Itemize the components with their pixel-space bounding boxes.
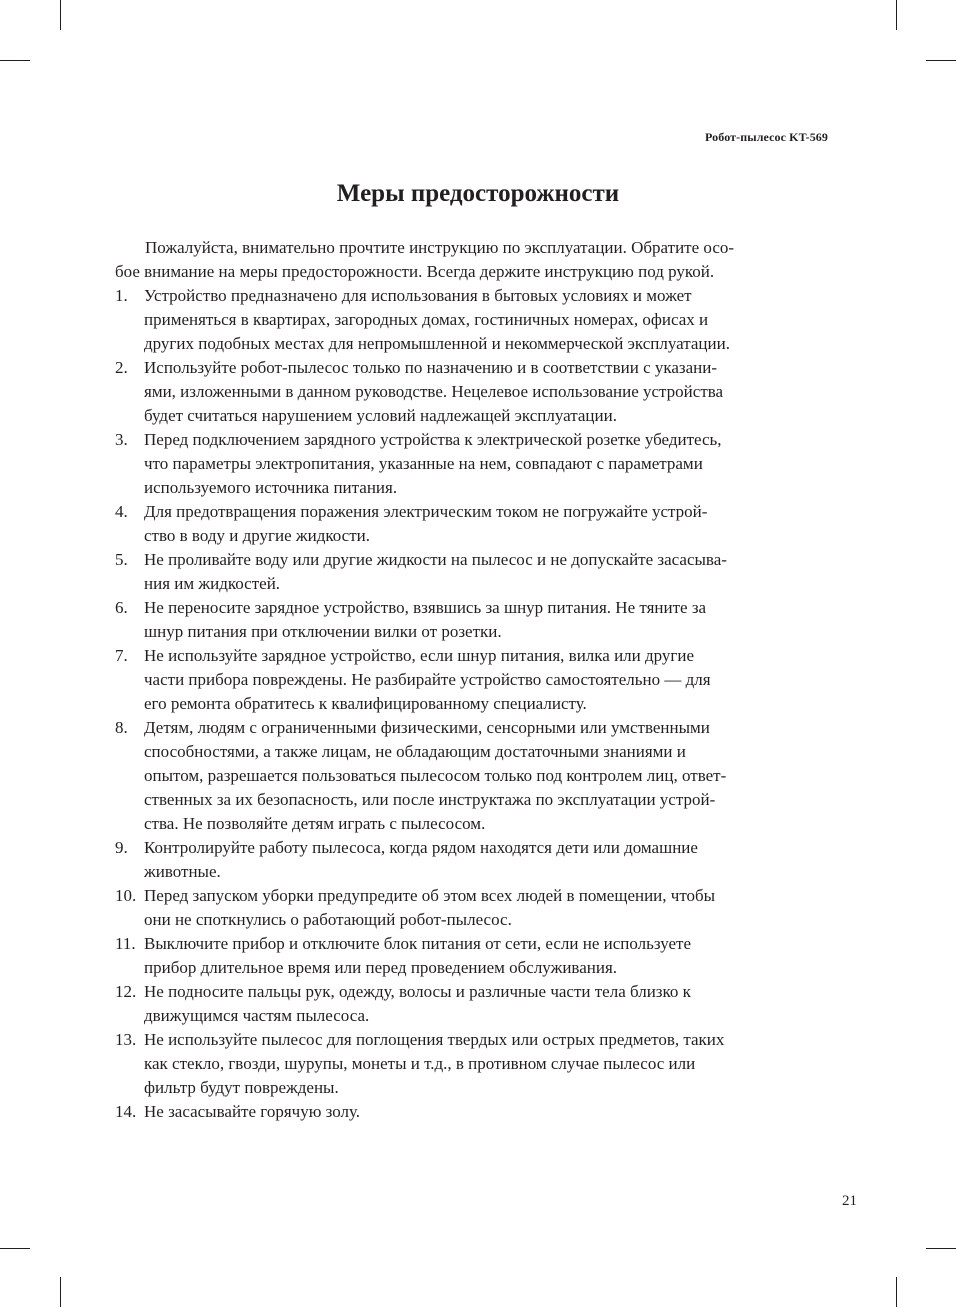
list-item-line: прибор длительное время или перед проведением обслуживания. xyxy=(144,958,618,977)
list-item-text xyxy=(144,884,833,932)
crop-mark-top-left xyxy=(60,0,61,30)
page-title: Меры предосторожности xyxy=(336,180,620,207)
list-item xyxy=(115,548,833,596)
list-item-line: Не засасывайте горячую золу. xyxy=(144,1102,361,1121)
list-item-number: 14. xyxy=(115,1102,137,1121)
list-item-line: его ремонта обратитесь к квалифицированному специалисту. xyxy=(144,694,587,713)
list-item-line: Контролируйте работу пылесоса, когда рядом находятся дети или домашние xyxy=(144,838,698,857)
list-item-text xyxy=(144,596,833,644)
crop-mark-top-right xyxy=(926,60,956,61)
list-item-number: 13. xyxy=(115,1030,137,1049)
crop-mark-top-right xyxy=(896,0,897,30)
list-item-text xyxy=(144,1028,833,1100)
list-item-line: ями, изложенными в данном руководстве. Нецелевое использование устройства xyxy=(144,382,724,401)
list-item-line: ственных за их безопасность, или после инструктажа по эксплуатации устрой- xyxy=(144,790,716,809)
page-number: 21 xyxy=(842,1193,857,1209)
running-header: Робот-пылесос KT-569 xyxy=(705,130,828,144)
crop-mark-bottom-left xyxy=(0,1248,30,1249)
list-item-line: опытом, разрешается пользоваться пылесосом только под контролем лиц, ответ- xyxy=(144,766,727,785)
list-item-line: фильтр будут повреждены. xyxy=(144,1078,339,1097)
list-item-line: Выключите прибор и отключите блок питания от сети, если не используете xyxy=(144,934,692,953)
list-item-line: Перед запуском уборки предупредите об этом всех людей в помещении, чтобы xyxy=(144,886,716,905)
list-item-line: животные. xyxy=(144,862,221,881)
list-item-number: 3. xyxy=(115,430,128,449)
list-item xyxy=(115,284,833,356)
list-item-text xyxy=(144,716,833,836)
list-item-text xyxy=(144,284,833,356)
list-item-line: Используйте робот-пылесос только по назначению и в соответствии с указани- xyxy=(144,358,718,377)
list-item-text xyxy=(144,500,833,548)
list-item-number: 8. xyxy=(115,718,128,737)
list-item xyxy=(115,1100,833,1124)
list-item-line: применяться в квартирах, загородных домах, гостиничных номерах, офисах и xyxy=(144,310,709,329)
list-item-number: 1. xyxy=(115,286,128,305)
crop-mark-top-left xyxy=(0,60,30,61)
list-item-text xyxy=(144,644,833,716)
page-content xyxy=(115,236,833,1124)
list-item-line: будет считаться нарушением условий надлежащей эксплуатации. xyxy=(144,406,617,425)
list-item-line: Не используйте зарядное устройство, если шнур питания, вилка или другие xyxy=(144,646,695,665)
list-item xyxy=(115,932,833,980)
list-item xyxy=(115,1028,833,1100)
list-item-number: 5. xyxy=(115,550,128,569)
list-item-line: ства. Не позволяйте детям играть с пылесосом. xyxy=(144,814,486,833)
list-item-text xyxy=(144,932,833,980)
list-item xyxy=(115,884,833,932)
list-item xyxy=(115,836,833,884)
list-item xyxy=(115,716,833,836)
list-item xyxy=(115,596,833,644)
list-item xyxy=(115,500,833,548)
precautions-list xyxy=(115,284,833,1124)
list-item-line: Не используйте пылесос для поглощения твердых или острых предметов, таких xyxy=(144,1030,725,1049)
intro-paragraph xyxy=(115,236,833,284)
list-item-line: ство в воду и другие жидкости. xyxy=(144,526,371,545)
list-item-line: они не споткнулись о работающий робот-пылесос. xyxy=(144,910,512,929)
list-item-text xyxy=(144,980,833,1028)
list-item-line: используемого источника питания. xyxy=(144,478,398,497)
intro-line: бое внимание на меры предосторожности. Всегда держите инструкцию под рукой. xyxy=(115,262,715,281)
list-item-line: Не подносите пальцы рук, одежду, волосы и различные части тела близко к xyxy=(144,982,691,1001)
list-item-line: как стекло, гвозди, шурупы, монеты и т.д., в противном случае пылесос или xyxy=(144,1054,696,1073)
list-item-number: 9. xyxy=(115,838,128,857)
list-item-number: 10. xyxy=(115,886,137,905)
list-item-number: 12. xyxy=(115,982,137,1001)
list-item-line: других подобных местах для непромышленной и некоммерческой эксплуатации. xyxy=(144,334,730,353)
crop-mark-bottom-right xyxy=(926,1248,956,1249)
intro-line: Пожалуйста, внимательно прочтите инструкцию по эксплуатации. Обратите осо- xyxy=(145,238,735,257)
list-item-text xyxy=(144,548,833,596)
list-item-line: части прибора повреждены. Не разбирайте устройство самостоятельно — для xyxy=(144,670,711,689)
crop-mark-bottom-left xyxy=(60,1277,61,1307)
list-item-number: 7. xyxy=(115,646,128,665)
list-item-text xyxy=(144,1100,833,1124)
list-item-line: способностями, а также лицам, не обладающим достаточными знаниями и xyxy=(144,742,686,761)
list-item-number: 11. xyxy=(115,934,136,953)
list-item xyxy=(115,980,833,1028)
list-item xyxy=(115,356,833,428)
list-item-number: 4. xyxy=(115,502,128,521)
crop-mark-bottom-right xyxy=(896,1277,897,1307)
list-item-number: 2. xyxy=(115,358,128,377)
list-item-line: движущимся частям пылесоса. xyxy=(144,1006,370,1025)
list-item-line: Детям, людям с ограниченными физическими, сенсорными или умственными xyxy=(144,718,710,737)
list-item-line: Не проливайте воду или другие жидкости на пылесос и не допускайте засасыва- xyxy=(144,550,727,569)
list-item-line: шнур питания при отключении вилки от розетки. xyxy=(144,622,502,641)
list-item-line: что параметры электропитания, указанные на нем, совпадают с параметрами xyxy=(144,454,703,473)
list-item xyxy=(115,644,833,716)
list-item-number: 6. xyxy=(115,598,128,617)
list-item-text xyxy=(144,836,833,884)
list-item-text xyxy=(144,356,833,428)
list-item-line: Перед подключением зарядного устройства к электрической розетке убедитесь, xyxy=(144,430,722,449)
list-item-line: Устройство предназначено для использования в бытовых условиях и может xyxy=(144,286,692,305)
list-item-line: Не переносите зарядное устройство, взявшись за шнур питания. Не тяните за xyxy=(144,598,707,617)
list-item-line: ния им жидкостей. xyxy=(144,574,281,593)
list-item-text xyxy=(144,428,833,500)
list-item-line: Для предотвращения поражения электрическим током не погружайте устрой- xyxy=(144,502,708,521)
list-item xyxy=(115,428,833,500)
